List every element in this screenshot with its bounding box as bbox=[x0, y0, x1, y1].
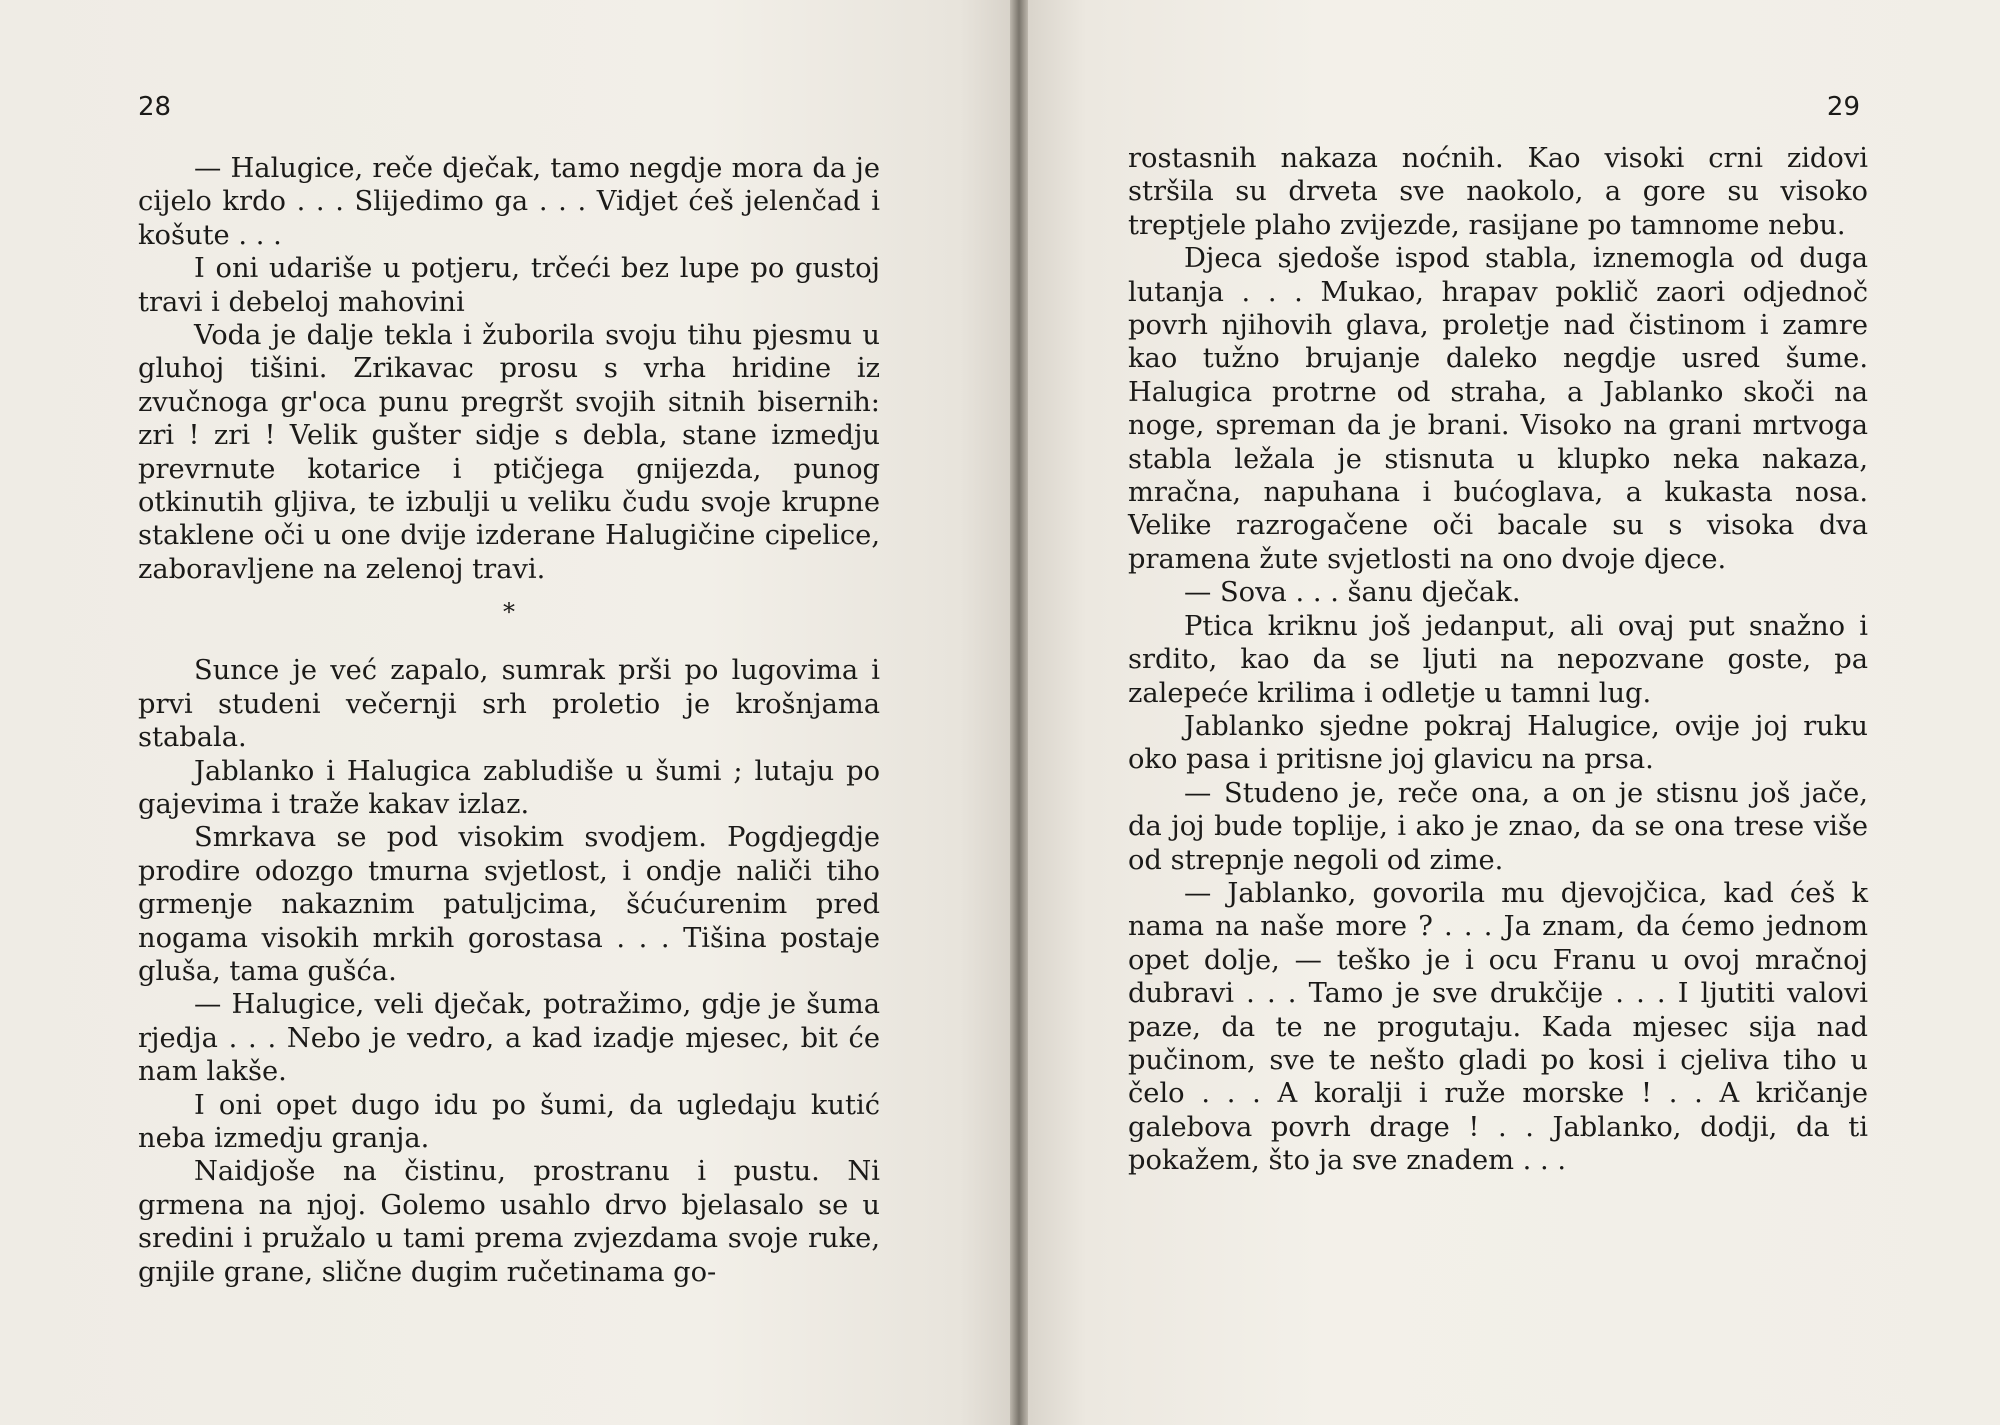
paragraph: — Sova . . . šanu dječak. bbox=[1184, 577, 1521, 609]
paragraph: Djeca sjedoše ispod stabla, iznemogla od duga lutanja . . . Mukao, hrapav poklič zaori odjednoč povrh njihovih glava, proletje nad čistinom i zamre kao tužno brujanje daleko negdje usred šume. Halugica protrne od straha, a Jablanko skoči na noge, spreman da je brani. Visoko na grani mrtvoga stabla ležala je stisnuta u klupko neka nakaza, mračna, napuhana i bućoglava, a kukasta nosa. Velike razrogačene oči bacale su s visoka dva pramena žute svjetlosti na ono dvoje djece. bbox=[1128, 243, 1868, 575]
paragraph: rostasnih nakaza noćnih. Kao visoki crni zidovi stršila su drveta sve naokolo, a gore su visoko treptjele plaho zvijezde, rasijane po tamnome nebu. bbox=[1128, 143, 1868, 241]
paragraph: Naidjoše na čistinu, prostranu i pustu. Ni grmena na njoj. Golemo usahlo drvo bjelasalo se u sredini i pružalo u tami prema zvjezdama svoje ruke, gnjile grane, slične dugim ručetinama go- bbox=[138, 1156, 880, 1288]
paragraph: — Halugice, reče dječak, tamo negdje mora da je cijelo krdo . . . Slijedimo ga . . . Vidjet ćeš jelenčad i košute . . . bbox=[138, 153, 880, 251]
page-number-left: 28 bbox=[138, 92, 172, 122]
paragraph: — Studeno je, reče ona, a on je stisnu još jače, da joj bude toplije, i ako je znao, da se ona trese više od strepnje negoli od zime. bbox=[1128, 777, 1868, 876]
paragraph: Ptica kriknu još jedanput, ali ovaj put snažno i srdito, kao da se ljuti na nepozvane goste, pa zalepeće krilima i odletje u tamni lug. bbox=[1128, 610, 1868, 709]
page-number-right: 29 bbox=[1826, 92, 1860, 122]
right-page bbox=[1028, 0, 2000, 1425]
paragraph: I oni opet dugo idu po šumi, da ugledaju kutić neba izmedju granja. bbox=[138, 1089, 880, 1154]
section-break-asterisk: * bbox=[503, 598, 515, 627]
right-page-text bbox=[1128, 142, 1868, 1178]
paragraph: — Halugice, veli dječak, potražimo, gdje je šuma rjedja . . . Nebo je vedro, a kad izadje mjesec, bit će nam lakše. bbox=[138, 989, 880, 1088]
paragraph: Voda je dalje tekla i žuborila svoju tihu pjesmu u gluhoj tišini. Zrikavac prosu s vrha hridine iz zvučnoga gr'oca punu pregršt svojih sitnih bisernih: zri ! zri ! Velik gušter sidje s debla, stane izmedju prevrnute kotarice i ptičjega gnijezda, punog otkinutih gljiva, te izbulji u veliku čudu svoje krupne staklene oči u one dvije izderane Halugičine cipelice, zaboravljene na zelenoj travi. bbox=[138, 320, 880, 585]
paragraph: — Jablanko, govorila mu djevojčica, kad ćeš k nama na naše more ? . . . Ja znam, da ćemo jednom opet dolje, — teško je i ocu Franu u ovoj mračnoj dubravi . . . Tamo je sve drukčije . . . I ljutiti valovi paze, da te ne progutaju. Kada mjesec sija nad pučinom, sve te nešto gladi po kosi i cjeliva tiho u čelo . . . A koralji i ruže morske ! . . A kričanje galebova povrh drage ! . . Jablanko, dodji, da ti pokažem, što ja sve znadem . . . bbox=[1128, 877, 1868, 1177]
left-page-text bbox=[138, 152, 880, 1289]
paragraph: Jablanko i Halugica zabludiše u šumi ; lutaju po gajevima i traže kakav izlaz. bbox=[138, 755, 880, 820]
paragraph: Smrkava se pod visokim svodjem. Pogdjegdje prodire odozgo tmurna svjetlost, i ondje naliči tiho grmenje nakaznim patuljcima, šćućurenim pred nogama visokih mrkih gorostasa . . . Tišina postaje gluša, tama gušća. bbox=[138, 822, 880, 987]
paragraph: Jablanko sjedne pokraj Halugice, ovije joj ruku oko pasa i pritisne joj glavicu na prsa. bbox=[1128, 710, 1868, 776]
paragraph: Sunce je već zapalo, sumrak prši po lugovima i prvi studeni večernji srh proletio je krošnjama stabala. bbox=[138, 655, 880, 754]
book-gutter bbox=[1010, 0, 1028, 1425]
paragraph: I oni udariše u potjeru, trčeći bez lupe po gustoj travi i debeloj mahovini bbox=[138, 253, 880, 318]
